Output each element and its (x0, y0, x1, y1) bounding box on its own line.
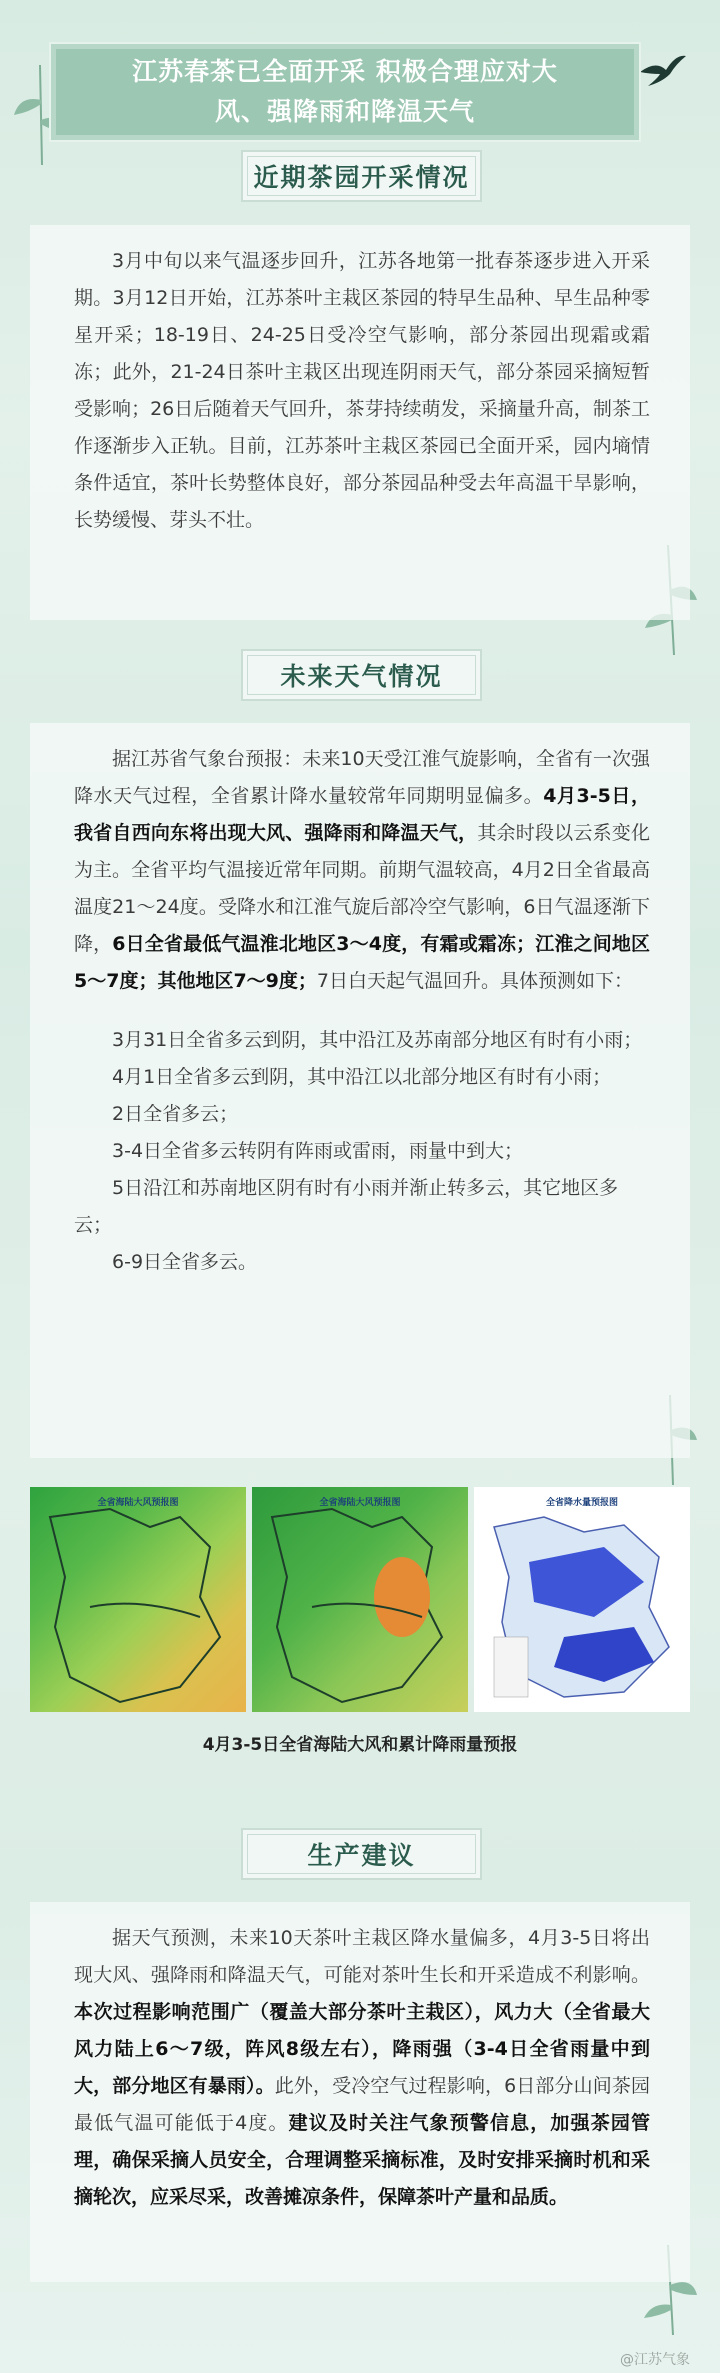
advice-text-c: 此外，受冷空气过程影响，6日部分山间茶园最低气温可能低于4度。 (74, 2075, 650, 2134)
advice-text-a: 据天气预测，未来10天茶叶主栽区降水量偏多，4月3-5日将出现大风、强降雨和降温天气，可能对茶叶生长和开采造成不利影响。 (74, 1927, 650, 1986)
weather-text-c: 其余时段以云系变化为主。全省平均气温接近常年同期。前期气温较高，4月2日全省最高温度21～24度。受降水和江淮气旋后部冷空气影响，6日气温逐渐下降， (74, 822, 650, 955)
section-heading-label: 未来天气情况 (280, 662, 443, 691)
section-heading-label: 生产建议 (307, 1841, 416, 1870)
maps-caption: 4月3-5日全省海陆大风和累计降雨量预报 (202, 1735, 518, 1755)
forecast-list (74, 1022, 650, 1281)
weather-panel (30, 723, 690, 1458)
section-heading-advice (241, 1828, 482, 1880)
weather-text-e: 7日白天起气温回升。具体预测如下： (316, 970, 633, 992)
advice-panel (30, 1902, 690, 2282)
forecast-item: 5日沿江和苏南地区阴有时有小雨并渐止转多云，其它地区多云； (74, 1177, 619, 1236)
wind-map-1 (30, 1487, 246, 1712)
forecast-item: 3月31日全省多云到阴，其中沿江及苏南部分地区有时有小雨； (112, 1029, 643, 1051)
rain-map-shape-icon (474, 1487, 690, 1712)
section-heading-picking (241, 150, 482, 202)
forecast-item: 4月1日全省多云到阴，其中沿江以北部分地区有时有小雨； (112, 1066, 612, 1088)
weather-text-b: 4月3-5日，我省自西向东将出现大风、强降雨和降温天气， (74, 785, 650, 844)
page-title: 江苏春茶已全面开采 积极合理应对大风、强降雨和降温天气 (132, 57, 558, 126)
wind-map-2 (252, 1487, 468, 1712)
forecast-maps (30, 1487, 690, 1712)
map-title: 全省降水量预报图 (545, 1498, 618, 1508)
forecast-item: 6-9日全省多云。 (112, 1251, 258, 1273)
map-title: 全省海陆大风预报图 (319, 1498, 401, 1508)
weather-paragraph (74, 741, 650, 1000)
weather-text-a: 据江苏省气象台预报：未来10天受江淮气旋影响，全省有一次强降水天气过程，全省累计降水量较常年同期明显偏多。 (74, 748, 650, 807)
picking-paragraph: 3月中旬以来气温逐步回升，江苏各地第一批春茶逐步进入开采期。3月12日开始，江苏茶叶主栽区茶园的特早生品种、早生品种零星开采；18-19日、24-25日受冷空气影响，部分茶园出现霜或霜冻；此外，21-24日茶叶主栽区出现连阴雨天气，部分茶园采摘短暂受影响；26日后随着天气回升，茶芽持续萌发，采摘量升高，制茶工作逐渐步入正轨。目前，江苏茶叶主栽区茶园已全面开采，园内墒情条件适宜，茶叶长势整体良好，部分茶园品种受去年高温干旱影响，长势缓慢、芽头不壮。 (74, 250, 650, 531)
forecast-item: 3-4日全省多云转阴有阵雨或雷雨，雨量中到大； (112, 1140, 524, 1162)
wind-map-shape-icon (252, 1487, 468, 1712)
section-heading-label: 近期茶园开采情况 (253, 163, 470, 192)
map-title: 全省海陆大风预报图 (97, 1498, 179, 1508)
title-banner (49, 42, 641, 142)
advice-text-d: 建议及时关注气象预警信息，加强茶园管理，确保采摘人员安全，合理调整采摘标准，及时安排采摘时机和采摘轮次，应采尽采，改善摊凉条件，保障茶叶产量和品质。 (74, 2112, 650, 2208)
forecast-item: 2日全省多云； (112, 1103, 239, 1125)
advice-text-b: 本次过程影响范围广（覆盖大部分茶叶主栽区），风力大（全省最大风力陆上6～7级，阵风8级左右），降雨强（3-4日全省雨量中到大，部分地区有暴雨）。 (74, 2001, 650, 2097)
swallow-icon (638, 52, 688, 92)
rain-map (474, 1487, 690, 1712)
wind-map-shape-icon (30, 1487, 246, 1712)
watermark: @江苏气象 (620, 2352, 690, 2368)
picking-panel (30, 225, 690, 620)
advice-paragraph (74, 1920, 650, 2216)
weather-text-d: 6日全省最低气温淮北地区3～4度，有霜或霜冻；江淮之间地区5～7度；其他地区7～9度； (74, 933, 650, 992)
section-heading-weather (241, 649, 482, 701)
